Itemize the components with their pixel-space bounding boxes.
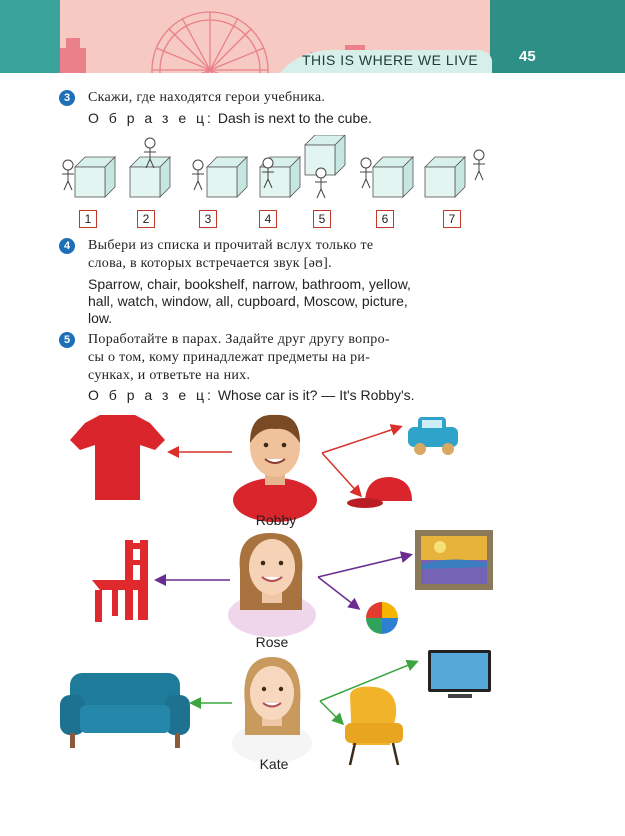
person-name-robby: Robby [255,512,297,528]
task3-sample [88,109,490,127]
cube-icon [207,157,247,197]
task3-badge: 3 [59,90,75,106]
tv-icon [428,650,491,698]
stick-figure-icon [315,168,327,198]
task5-instruction-line2: сы о том, кому принадлежат предметы на ри- [88,350,371,365]
cube-icon [373,157,413,197]
task5-sample [88,386,490,404]
header-side-strip [0,0,60,73]
person-name-rose: Rose [255,634,289,650]
rose-portrait [228,533,316,637]
kate-portrait [232,657,312,763]
task4-badge: 4 [59,238,75,254]
task4-instruction-line2: слова, в которых встречается звук [əʊ]. [88,256,332,271]
armchair-icon [345,687,403,765]
picture-number-5: 5 [313,210,331,228]
picture-number-4: 4 [259,210,277,228]
chair-icon [92,540,148,622]
task4-words-line2: hall, watch, window, all, cupboard, Moscow, picture, [88,293,408,309]
task4-instruction-line1: Выбери из списка и прочитай вслух только те [88,238,374,253]
running-title: THIS IS WHERE WE LIVE [302,52,479,68]
stick-figure-icon [192,160,204,190]
sample-text: Dash is next to the cube. [217,110,372,126]
task5-instruction-line1: Поработайте в парах. Задайте друг другу вопро- [88,332,390,347]
picture-number-3: 3 [199,210,217,228]
stick-figure-icon [62,160,74,190]
sample-label: О б р а з е ц: [88,110,214,126]
cube-icon [305,135,345,175]
sample-label: О б р а з е ц: [88,387,214,403]
task4-words-line1: Sparrow, chair, bookshelf, narrow, bathroom, yellow, [88,276,411,292]
task4-words-line3: low. [88,310,113,326]
stick-figure-icon [473,150,485,180]
cube-icon [75,157,115,197]
t-shirt-icon [70,415,165,500]
robby-portrait [233,415,317,522]
task3-instruction: Скажи, где находятся герои учебника. [88,90,326,105]
ownership-illustration [0,405,625,785]
task5-badge: 5 [59,332,75,348]
cube-icon [425,157,465,197]
page-number: 45 [519,48,536,65]
stick-figure-icon [360,158,372,188]
painting-icon [415,530,493,590]
task5-instruction-line3: сунках, и ответьте на них. [88,368,251,383]
cube-figures-illustration [55,135,495,205]
sofa-icon [60,673,190,748]
picture-number-2: 2 [137,210,155,228]
picture-number-7: 7 [443,210,461,228]
picture-number-6: 6 [376,210,394,228]
picture-number-1: 1 [79,210,97,228]
cube-icon [130,157,170,197]
toy-car-icon [408,417,458,455]
sample-text: Whose car is it? — It's Robby's. [217,387,415,403]
person-name-kate: Kate [259,756,289,772]
ball-icon [366,602,398,634]
